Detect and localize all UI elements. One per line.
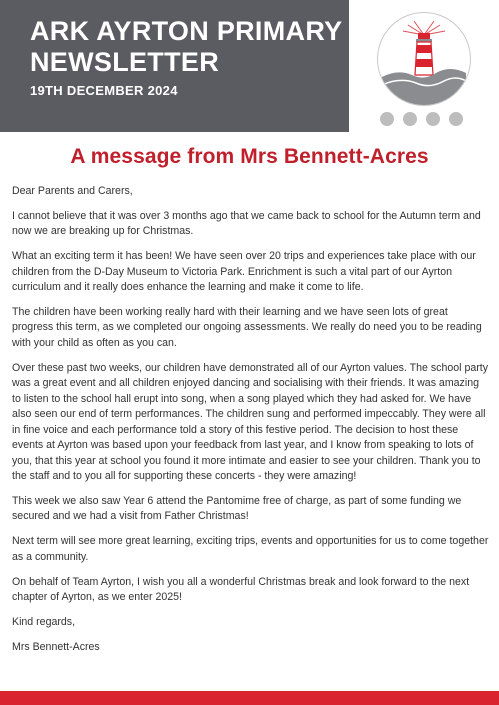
carousel-dot[interactable] (380, 112, 394, 126)
closing: Kind regards, (12, 615, 76, 628)
message-paragraph: I cannot believe that it was over 3 months ago that we came back to school for the Autumn term and now we are breaking up for Christmas. (12, 209, 481, 238)
school-logo (377, 12, 471, 106)
message-paragraph: This week we also saw Year 6 attend the Pantomime free of charge, as part of some funding we secured and we had a visit from Father Christmas! (12, 494, 462, 523)
message-body (12, 184, 490, 664)
message-paragraph: What an exciting term it has been! We have seen over 20 trips and experiences take place with our children from the D-Day Museum to Victoria Park. Enrichment is such a vital part of our Ayrton curriculum and it really does enhance the learning and make it come to life. (12, 250, 476, 294)
footer-bar (0, 691, 499, 705)
message-heading: A message from Mrs Bennett-Acres (70, 145, 429, 168)
newsletter-date: 19TH DECEMBER 2024 (30, 83, 178, 98)
signature: Mrs Bennett-Acres (12, 640, 100, 653)
carousel-dot[interactable] (426, 112, 440, 126)
message-paragraph: On behalf of Team Ayrton, I wish you all a wonderful Christmas break and look forward to the next chapter of Ayrton, as we enter 2025! (12, 575, 470, 604)
newsletter-header (0, 0, 349, 132)
carousel-dot[interactable] (403, 112, 417, 126)
message-paragraph: Next term will see more great learning, exciting trips, events and opportunities for us to come together as a community. (12, 535, 489, 563)
message-paragraph: Over these past two weeks, our children have demonstrated all of our Ayrton values. The school party was a great event and all children enjoyed dancing and socialising with their friends. It was amazing to listen to the school hall erupt into song, when a song played which they had asked for. We have also seen our end of term performances. The children sung and performed impeccably. They were all in fine voice and each performance told a story of this festive period. The decision to host these events at Ayrton was based upon your feedback from last year, and I know from speaking to lots of you, that this year at school you found it more intimate and easier to see your children. Thank you to the staff and to you all for supporting these concerts - they were amazing! (12, 361, 488, 483)
carousel-dots (380, 112, 463, 126)
school-name-title: ARK AYRTON PRIMARY (30, 16, 343, 46)
newsletter-title: NEWSLETTER (30, 47, 219, 77)
salutation: Dear Parents and Carers, (12, 185, 133, 197)
message-paragraph: The children have been working really hard with their learning and we have seen lots of great progress this term, as we completed our ongoing assessments. We really do need you to be reading with your child as often as you can. (12, 305, 482, 349)
carousel-dot[interactable] (449, 112, 463, 126)
lighthouse-icon (378, 13, 470, 105)
